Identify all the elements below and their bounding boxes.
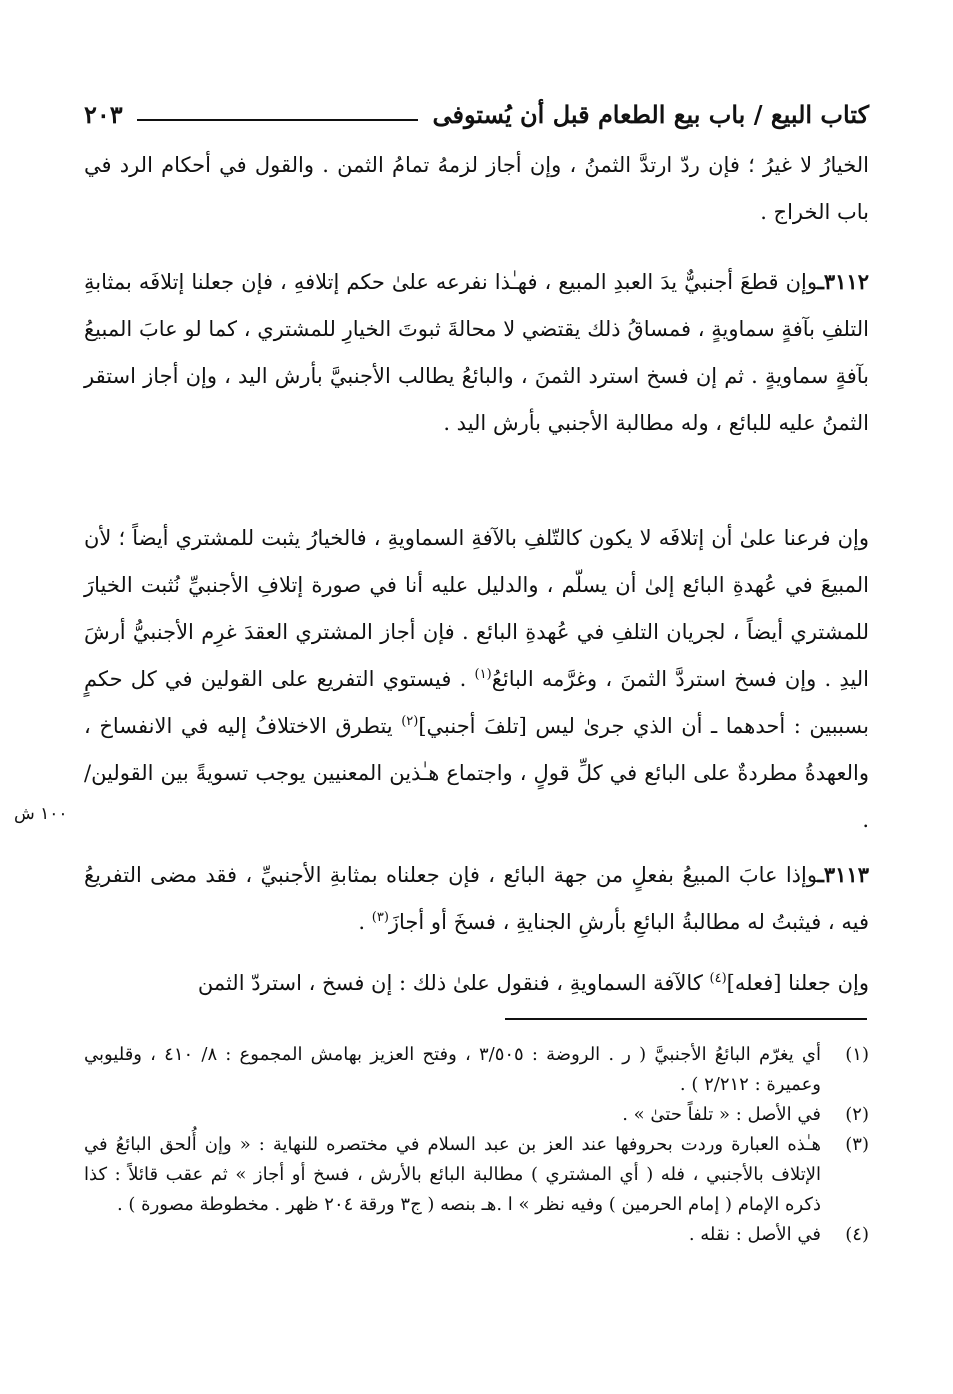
footnote-4 [84,1220,869,1250]
footnote-3 [84,1130,869,1220]
footnote-number: (٢) [845,1104,869,1125]
footnote-separator [505,1018,867,1020]
paragraph-3-text-a: وإن فرعنا علىٰ أن إتلافَه لا يكون كالتّلفِ بالآفةِ السماويةِ ، فالخيارُ يثبت للمشتري أيضاً ؛ لأن المبيعَ في عُهدةِ البائع إلىٰ أن يسلّم ، والدليل عليه أنا في صورة إتلافِ الأجنبيِّ نُثبت الخيارَ للمشتري أيضاً ، لجريان التلفِ في عُهدةِ البائع . فإن أجاز المشتري العقدَ غرِم الأجنبيُّ أرشَ اليدِ . وإن فسخ استردَّ الثمنَ ، وغرَّمه البائعُ [84,526,869,691]
paragraph-3112 [84,258,869,447]
paragraph-5-text-a: وإن جعلنا [فعله] [726,971,869,995]
running-header [84,96,869,132]
section-number-3113: ٣١١٣ـ [817,862,869,887]
footnote-text: هـٰذه العبارة وردت بحروفها عند العز بن عبد السلام في مختصره للنهاية : « وإن أُلحق البائعُ في الإتلاف بالأجنبي ، فله ( أي المشتري ) مطالبة البائع بالأرش ، فسخ أو أجاز » ثم عقب قائلاً : كذا ذكره الإمام ( إمام الحرمين ) وفيه نظر » ا .هـ بنصه ( ج٣ ورقة ٢٠٤ ظهر . مخطوطة مصورة ) . [84,1134,821,1215]
paragraph-3: وإن فرعنا علىٰ أن إتلافَه لا يكون كالتّلفِ بالآفةِ السماويةِ ، فالخيارُ يثبت للمشتري أيضاً ؛ لأن المبيعَ في عُهدةِ البائع إلىٰ أن يسلّم ، والدليل عليه أنا في صورة إتلافِ الأجنبيِّ نُثبت الخيارَ للمشتري أيضاً ، لجريان التلفِ في عُهدةِ البائع . فإن أجاز المشتري العقدَ غرِم الأجنبيُّ أرشَ اليدِ . وإن فسخ استردَّ الثمنَ ، وغرَّمه البائعُ$^{(١)}$ . فيستوي التفريع على القولين في كل حكمٍ بسببين : أحدهما ـ أن الذي جرىٰ ليس [تلفَ أجنبي]$^{(٢)}$ يتطرق الاختلافُ إليه في الانفساخ ، والعهدةُ مطردةٌ على البائع في كلِّ قولٍ ، واجتماع هـٰذين المعنيين يوجب تسويةً بين القولين/ . [84,526,869,832]
page-number: ٢٠٣ [84,99,123,129]
section-number-3112: ٣١١٢ـ [817,269,869,294]
footnote-1 [84,1040,869,1100]
paragraph-1 [84,142,869,236]
paragraph-3113-text: وإذا عابَ المبيعُ بفعلٍ من جهة البائع ، فإن جعلناه بمثابةِ الأجنبيِّ ، فقد مضى التفريعُ فيه ، فيثبتُ له مطالبةُ البائعِ بأرشِ الجنايةِ ، فسخَ أو أجازَ [84,863,869,934]
paragraph-5 [84,960,869,1007]
footnote-number: (٤) [845,1224,869,1245]
footnote-ref-2: (٢) [401,714,419,729]
paragraph-3112-text: وإن قطعَ أجنبيٌّ يدَ العبدِ المبيع ، فهـٰذا نفرعه علىٰ حكم إتلافهِ ، فإن جعلنا إتلافَه بمثابةِ التلفِ بآفةٍ سماويةٍ ، فمساقُ ذلك يقتضي لا محالةَ ثبوتَ الخيارِ للمشتري ، كما لو عابَ المبيعُ بآفةٍ سماويةٍ . ثم إن فسخ استرد الثمنَ ، والبائعُ يطالب الأجنبيَّ بأرش اليد ، وإن أجاز استقر الثمنُ عليه للبائع ، وله مطالبة الأجنبي بأرش اليد . [84,270,869,435]
footnote-ref-3: (٣) [371,910,389,925]
footnote-text: في الأصل : نقله . [688,1224,821,1245]
footnote-number: (٣) [845,1134,869,1155]
footnote-ref-1: (١) [474,667,492,682]
header-rule [137,119,419,121]
paragraph-5-text-b: كالآفة السماويةِ ، فنقول علىٰ ذلك : إن فسخ ، استردّ الثمن [197,971,703,995]
margin-note: ١٠٠ ش [14,804,68,824]
footnote-2 [84,1100,869,1130]
header-title: كتاب البيع / باب بيع الطعام قبل أن يُستوفى [432,99,869,129]
paragraph-1-text: الخيارُ لا غيرُ ؛ فإن ردّ ارتدَّ الثمنُ ، وإن أجاز لزمهُ تمامُ الثمن . والقول في أحكام الرد في باب الخراج . [84,153,869,224]
footnote-number: (١) [845,1044,869,1065]
footnote-text: أي يغرّم البائعُ الأجنبيَّ ( ر . الروضة : ٣/٥٠٥ ، وفتح العزيز بهامش المجموع : ٨/ ٤١٠ ، وقليوبي وعميرة : ٢/٢١٢ ) . [84,1044,821,1095]
paragraph-3113: ٣١١٣ـوإذا عابَ المبيعُ بفعلٍ من جهة البائع ، فإن جعلناه بمثابةِ الأجنبيِّ ، فقد مضى التفريعُ فيه ، فيثبتُ له مطالبةُ البائعِ بأرشِ الجنايةِ ، فسخَ أو أجازَ$^{(٣)}$ . [84,862,869,934]
footnote-ref-4: (٤) [709,971,727,986]
paragraph-3-text-b: فيستوي التفريع على القولين في كل حكمٍ بسببين : أحدهما ـ أن الذي جرىٰ ليس [تلفَ أجنبي] [84,667,869,738]
footnotes [84,1040,869,1250]
paragraph-3-text-c: يتطرق الاختلافُ إليه في الانفساخ ، والعهدةُ مطردةٌ على البائع في كلِّ قولٍ ، واجتماع هـٰذين المعنيين يوجب تسويةً بين القولين/ . [84,714,869,832]
footnote-text: في الأصل : « تلفاً حتىٰ » . [622,1104,821,1125]
